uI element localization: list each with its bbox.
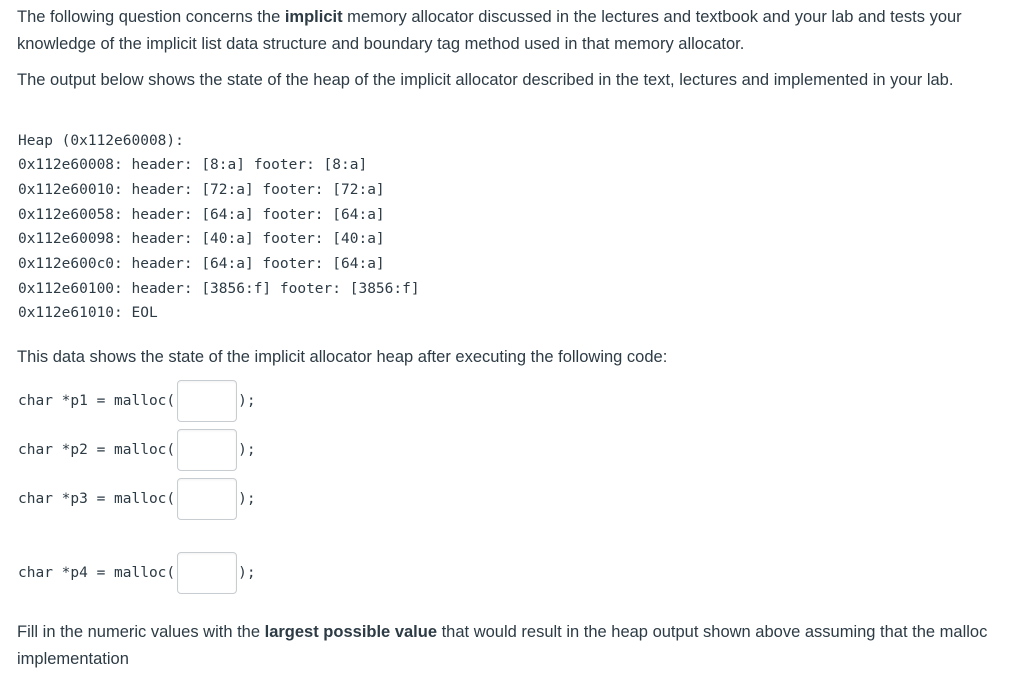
- heap-line: 0x112e60008: header: [8:a] footer: [8:a]: [18, 157, 368, 173]
- code-prefix: char *p3 = malloc(: [18, 491, 176, 507]
- intro-text-b: memory allocator discussed in the lectures and textbook and your lab and tests your knowledge of the implicit list data structure and boundary tag method used in that memory allocator.: [17, 8, 962, 53]
- code-line-p4: [18, 551, 256, 595]
- code-suffix: );: [238, 565, 256, 581]
- code-suffix: );: [238, 442, 256, 458]
- code-prefix: char *p2 = malloc(: [18, 442, 176, 458]
- code-suffix: );: [238, 491, 256, 507]
- heap-line: Heap (0x112e60008):: [18, 133, 184, 149]
- intro-paragraph: [17, 4, 1010, 58]
- intro-bold-implicit: implicit: [284, 8, 343, 26]
- output-intro-paragraph: The output below shows the state of the heap of the implicit allocator described in the text, lectures and implemented in your lab.: [17, 71, 954, 89]
- heap-line: 0x112e61010: EOL: [18, 305, 158, 321]
- malloc-size-input-p2[interactable]: [177, 429, 237, 471]
- code-prefix: char *p1 = malloc(: [18, 393, 176, 409]
- intro-text-a: The following question concerns the: [17, 8, 285, 26]
- malloc-size-input-p4[interactable]: [177, 552, 237, 594]
- heap-line: 0x112e60100: header: [3856:f] footer: [3856:f]: [18, 281, 420, 297]
- heap-line: 0x112e60058: header: [64:a] footer: [64:a]: [18, 207, 385, 223]
- code-prefix: char *p4 = malloc(: [18, 565, 176, 581]
- heap-line: 0x112e60098: header: [40:a] footer: [40:a]: [18, 231, 385, 247]
- malloc-size-input-p1[interactable]: [177, 380, 237, 422]
- heap-line: 0x112e600c0: header: [64:a] footer: [64:a]: [18, 256, 385, 272]
- code-line-p2: [18, 428, 256, 472]
- fill-bold-largest: largest possible value: [264, 623, 438, 641]
- code-line-p1: [18, 379, 256, 423]
- code-intro-paragraph: This data shows the state of the implicit allocator heap after executing the following code:: [17, 348, 668, 366]
- malloc-size-input-p3[interactable]: [177, 478, 237, 520]
- code-line-p3: [18, 477, 256, 521]
- fill-text-b: that would result in the heap output shown above assuming that the malloc implementation: [17, 623, 988, 668]
- code-suffix: );: [238, 393, 256, 409]
- heap-line: 0x112e60010: header: [72:a] footer: [72:a]: [18, 182, 385, 198]
- fill-paragraph: [17, 619, 1010, 673]
- fill-text-a: Fill in the numeric values with the: [17, 623, 265, 641]
